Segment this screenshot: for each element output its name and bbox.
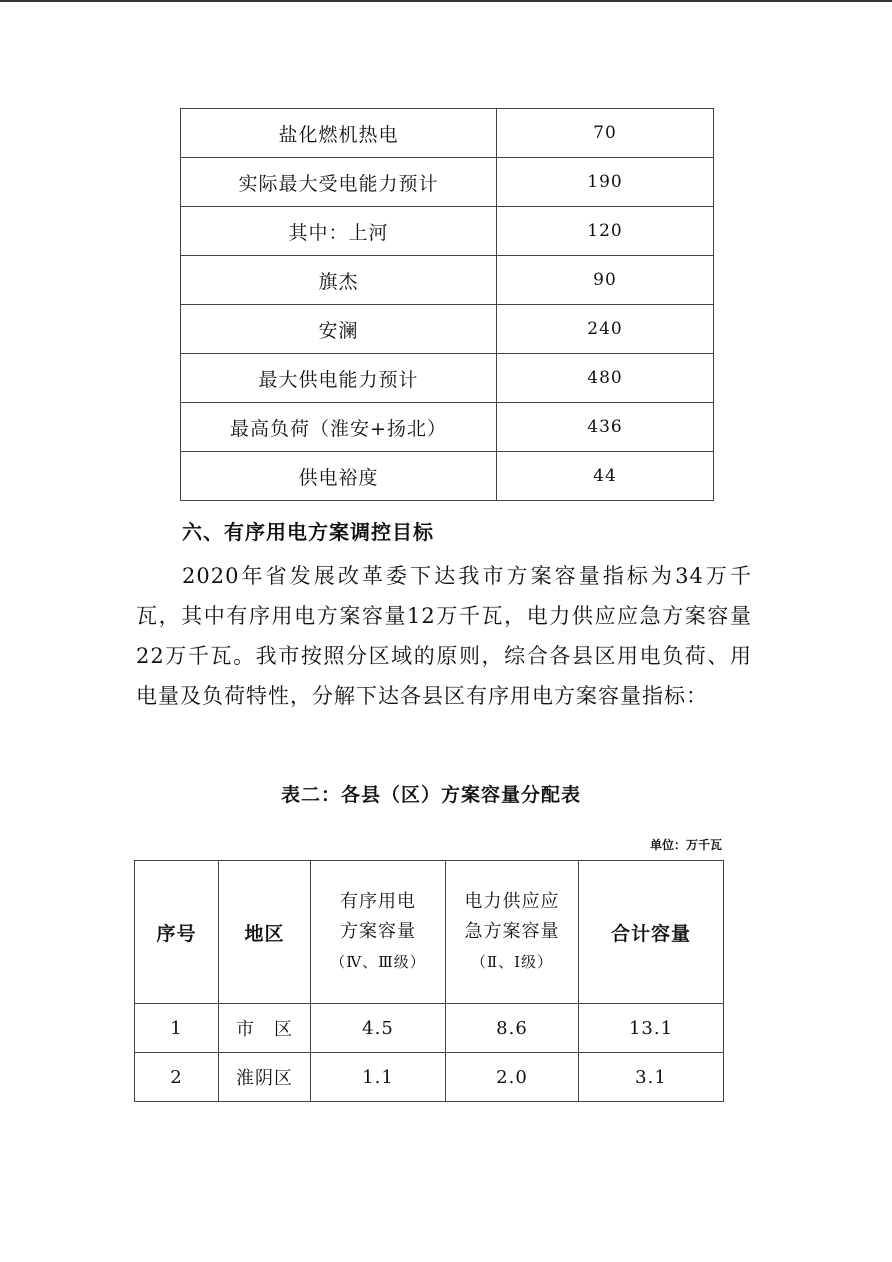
row-value: 90 [497,256,714,305]
row-value: 436 [497,403,714,452]
table-row [135,1053,724,1102]
header-emergency-line2: 急方案容量 [464,921,560,942]
cell-emergency: 8.6 [446,1004,579,1053]
cell-index: 2 [135,1053,219,1102]
table-row [181,256,714,305]
section-paragraph: 2020年省发展改革委下达我市方案容量指标为34万千瓦，其中有序用电方案容量12万千瓦，电力供应应急方案容量22万千瓦。我市按照分区域的原则，综合各县区用电负荷、用电量及负荷特性，分解下达各县区有序用电方案容量指标： [136,564,752,708]
table-header-row [135,861,724,1004]
allocation-table [134,860,724,1102]
header-region: 地区 [219,861,311,1004]
header-emergency-capacity [446,861,579,1004]
section-heading: 六、有序用电方案调控目标 [182,520,434,544]
table-row [181,305,714,354]
supply-capacity-table [180,108,714,501]
table-row [181,354,714,403]
cell-emergency: 2.0 [446,1053,579,1102]
table-row [135,1004,724,1053]
row-value: 120 [497,207,714,256]
table-row [181,109,714,158]
row-value: 480 [497,354,714,403]
cell-index: 1 [135,1004,219,1053]
row-label: 安澜 [181,305,497,354]
table-row [181,158,714,207]
cell-orderly: 4.5 [311,1004,446,1053]
cell-region: 市 区 [219,1004,311,1053]
header-orderly-line2: 方案容量 [340,921,416,942]
table-row [181,207,714,256]
header-emergency-line3: （Ⅱ、Ⅰ级） [470,953,554,971]
row-value: 240 [497,305,714,354]
row-label: 盐化燃机热电 [181,109,497,158]
header-index: 序号 [135,861,219,1004]
unit-label: 单位：万千瓦 [649,838,722,852]
row-value: 44 [497,452,714,501]
header-orderly-line1: 有序用电 [340,891,416,912]
cell-orderly: 1.1 [311,1053,446,1102]
header-orderly-capacity [311,861,446,1004]
table-title: 表二：各县（区）方案容量分配表 [280,784,581,806]
row-label: 其中：上河 [181,207,497,256]
row-label: 最大供电能力预计 [181,354,497,403]
row-label: 实际最大受电能力预计 [181,158,497,207]
row-label: 供电裕度 [181,452,497,501]
header-emergency-line1: 电力供应应 [464,891,560,912]
table-row [181,403,714,452]
cell-region: 淮阴区 [219,1053,311,1102]
row-label: 旗杰 [181,256,497,305]
cell-total: 13.1 [579,1004,724,1053]
header-orderly-line3: （Ⅳ、Ⅲ级） [330,953,426,971]
row-value: 190 [497,158,714,207]
row-label: 最高负荷（淮安+扬北） [181,403,497,452]
header-total: 合计容量 [579,861,724,1004]
page-top-border [0,0,892,2]
cell-total: 3.1 [579,1053,724,1102]
table-row [181,452,714,501]
row-value: 70 [497,109,714,158]
